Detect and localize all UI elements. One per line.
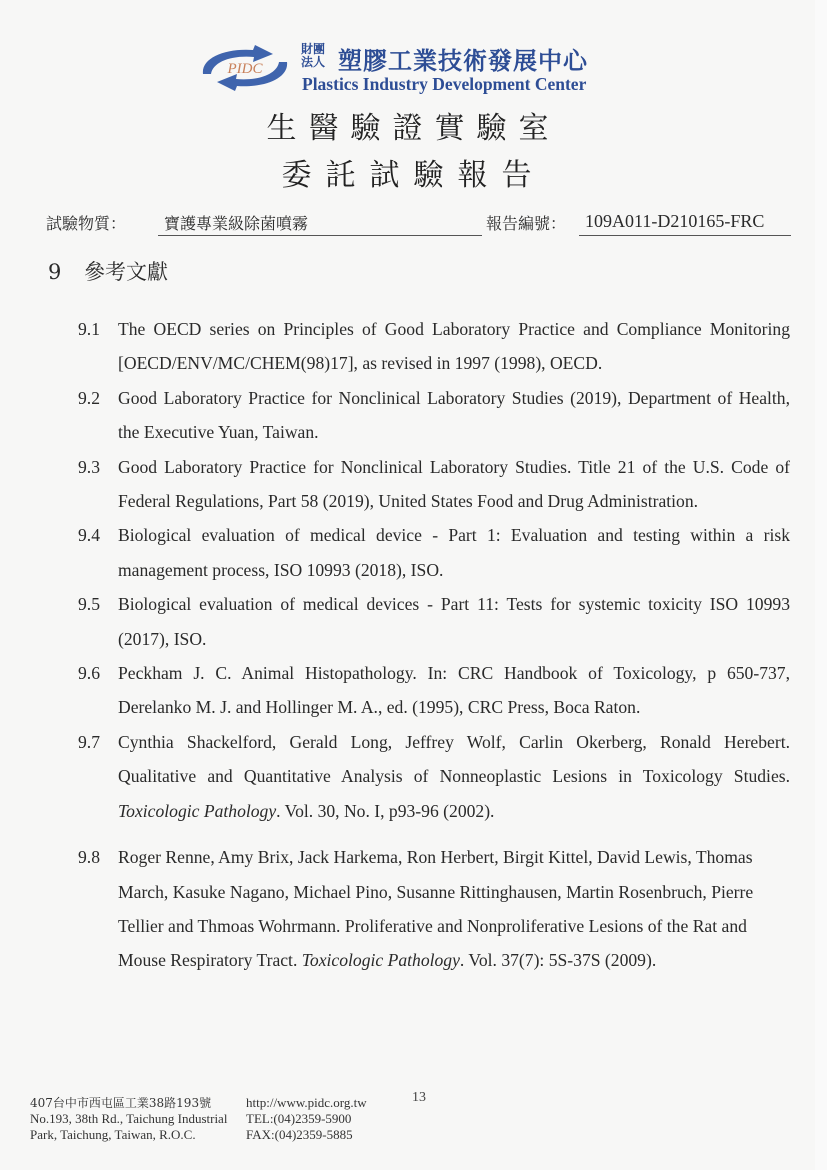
report-no-label: 報告編號： bbox=[486, 214, 567, 233]
address-en-line1: No.193, 38th Rd., Taichung Industrial bbox=[30, 1111, 228, 1126]
reference-citation: . Vol. 30, No. I, p93-96 (2002). bbox=[276, 800, 495, 821]
address-cn: 407台中市西屯區工業38路193號 bbox=[30, 1096, 212, 1110]
report-meta bbox=[46, 211, 791, 239]
fax: FAX:(04)2359-5885 bbox=[246, 1127, 353, 1142]
reference-item bbox=[78, 725, 790, 828]
org-type-line1: 財團 bbox=[301, 42, 326, 56]
reference-text: Biological evaluation of medical device - Part 1: Evaluation and testing within a risk management process, ISO 10993 (2018), ISO. bbox=[118, 525, 790, 580]
reference-number: 9.4 bbox=[78, 525, 100, 546]
footer-address bbox=[30, 1095, 227, 1143]
section-number: 9 bbox=[48, 260, 62, 284]
reference-text: Peckham J. C. Animal Histopathology. In: CRC Handbook of Toxicology, p 650-737, Derelanko M. J. and Hollinger M. A., ed. (1995), CRC Press, Boca Raton. bbox=[118, 663, 790, 718]
journal-name: Toxicologic Pathology bbox=[118, 800, 277, 821]
report-title: 委託試驗報告 bbox=[281, 158, 546, 193]
page-number: 13 bbox=[412, 1090, 426, 1105]
pidc-logo bbox=[195, 44, 295, 92]
section-title: 參考文獻 bbox=[84, 260, 168, 284]
reference-item bbox=[78, 518, 790, 587]
reference-number: 9.5 bbox=[78, 594, 100, 615]
reference-list bbox=[78, 312, 790, 978]
reference-citation: . Vol. 37(7): 5S-37S (2009). bbox=[459, 950, 657, 971]
section-heading bbox=[48, 256, 168, 286]
reference-text bbox=[118, 725, 790, 828]
org-type bbox=[301, 43, 325, 69]
reference-text: Good Laboratory Practice for Nonclinical Laboratory Studies. Title 21 of the U.S. Code of Federal Regulations, Part 58 (2019), United States Food and Drug Administration. bbox=[118, 456, 790, 512]
reference-number: 9.6 bbox=[78, 663, 100, 684]
material-label: 試驗物質： bbox=[46, 214, 127, 233]
reference-text: Biological evaluation of medical devices - Part 11: Tests for systemic toxicity ISO 10993 (2017), ISO. bbox=[118, 594, 790, 649]
website-link[interactable]: http://www.pidc.org.tw bbox=[246, 1095, 367, 1110]
address-en-line2: Park, Taichung, Taiwan, R.O.C. bbox=[30, 1127, 196, 1142]
reference-item bbox=[78, 656, 790, 725]
reference-text bbox=[118, 840, 790, 978]
reference-item bbox=[78, 840, 790, 978]
reference-item bbox=[78, 381, 790, 450]
report-no-underline bbox=[579, 235, 791, 236]
journal-name: Toxicologic Pathology bbox=[301, 950, 460, 971]
org-type-line2: 法人 bbox=[301, 55, 326, 69]
report-no-value: 109A011-D210165-FRC bbox=[585, 211, 765, 231]
logo-text: PIDC bbox=[227, 61, 263, 77]
material-value: 寶護專業級除菌噴霧 bbox=[164, 214, 309, 233]
reference-number: 9.8 bbox=[78, 847, 100, 868]
reference-item bbox=[78, 587, 790, 656]
reference-number: 9.3 bbox=[78, 456, 100, 477]
telephone: TEL:(04)2359-5900 bbox=[246, 1111, 352, 1126]
org-name-en: Plastics Industry Development Center bbox=[302, 74, 587, 94]
reference-number: 9.7 bbox=[78, 731, 100, 752]
reference-body: Roger Renne, Amy Brix, Jack Harkema, Ron Herbert, Birgit Kittel, David Lewis, Thomas March, Kasuke Nagano, Michael Pino, Susanne Rittinghausen, Martin Rosenbruch, Pierre Tellier and Thmoas Wohrmann. Proliferative and Nonproliferative Lesions of the Rat and Mouse Respiratory Tract. bbox=[118, 847, 754, 971]
reference-body: Cynthia Shackelford, Gerald Long, Jeffrey Wolf, Carlin Okerberg, Ronald Herebert. Qualitative and Quantitative Analysis of Nonneoplastic Lesions in Toxicology Studies. bbox=[118, 731, 790, 787]
material-underline bbox=[158, 235, 482, 236]
footer-contact bbox=[246, 1095, 367, 1143]
reference-number: 9.1 bbox=[78, 319, 100, 339]
org-name-cn: 塑膠工業技術發展中心 bbox=[338, 47, 588, 75]
lab-title: 生醫驗證實驗室 bbox=[266, 111, 561, 146]
reference-item bbox=[78, 450, 790, 519]
reference-number: 9.2 bbox=[78, 387, 100, 408]
reference-text: Good Laboratory Practice for Nonclinical Laboratory Studies (2019), Department of Health, the Executive Yuan, Taiwan. bbox=[118, 387, 790, 443]
reference-text: The OECD series on Principles of Good Laboratory Practice and Compliance Monitoring [OECD/ENV/MC/CHEM(98)17], as revised in 1997 (1998), OECD. bbox=[118, 319, 790, 374]
reference-item bbox=[78, 312, 790, 381]
